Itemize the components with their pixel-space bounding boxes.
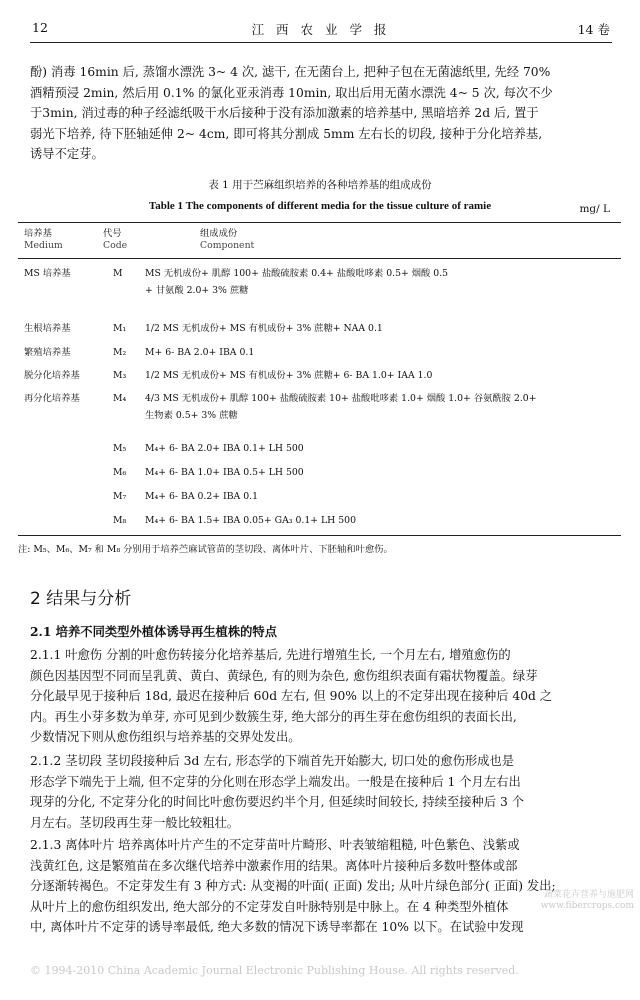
cell-code: M₃: [113, 370, 127, 381]
table-header-component: 组成成份 Component: [200, 228, 255, 251]
cell-code: M₈: [113, 515, 127, 526]
header-rule: [30, 42, 612, 43]
cell-medium: MS 培养基: [24, 268, 71, 279]
copyright-footer: © 1994-2010 China Academic Journal Electronic Publishing House. All rights reserved.: [30, 964, 519, 977]
table-top-rule: [18, 222, 621, 223]
cell-code: M₁: [113, 323, 127, 334]
paragraph-2-1-1: [30, 645, 612, 748]
cell-component: M₄+ 6- BA 0.2+ IBA 0.1: [145, 491, 258, 502]
text-line: 酚) 消毒 16min 后, 蒸馏水漂洗 3~ 4 次, 滤干, 在无菌台上, 把种子包在无菌滤纸里, 先经 70%: [30, 65, 551, 79]
text-line: 形态学下端先于上端, 但不定芽的分化则在形态学上端发出。一般是在接种后 1 个月左右出: [30, 774, 521, 789]
text-line: 酒精预浸 2min, 然后用 0.1% 的氯化亚汞消毒 10min, 取出后用无菌水漂洗 4~ 5 次, 每次不少: [30, 85, 553, 100]
subsection-title: 2.1 培养不同类型外植体诱导再生植株的特点: [30, 624, 278, 639]
cell-code: M₂: [113, 347, 127, 358]
paragraph-2-1-3: [30, 835, 612, 938]
cell-component-cont: 生物素 0.5+ 3% 蔗糖: [145, 410, 238, 421]
text-line: 月左右。茎切段再生芽一般比较粗壮。: [30, 815, 240, 830]
text-line: 浅黄红色, 这是繁殖苗在多次继代培养中激素作用的结果。离体叶片接种后多数叶整体或部: [30, 858, 518, 873]
text-line: 诱导不定芽。: [30, 147, 104, 161]
text-line: 现芽的分化, 不定芽分化的时间比叶愈伤要迟约半个月, 但延续时间较长, 持续至接种后 3 个: [30, 795, 525, 809]
table-unit: mg/ L: [579, 203, 610, 215]
cell-component-cont: + 甘氨酸 2.0+ 3% 蔗糖: [145, 285, 249, 296]
paragraph-2-1-2: [30, 751, 612, 833]
cell-code: M: [113, 268, 123, 279]
cell-component: M₄+ 6- BA 1.5+ IBA 0.05+ GA₃ 0.1+ LH 500: [145, 515, 356, 526]
cell-medium: 生根培养基: [24, 323, 71, 334]
cell-code: M₆: [113, 467, 127, 478]
table-caption-cn: 表 1 用于苎麻组织培养的各种培养基的组成成份: [208, 179, 432, 191]
cell-code: M₄: [113, 393, 127, 404]
table-bottom-rule: [18, 535, 621, 536]
text-line: 从叶片上的愈伤组织发出, 绝大部分的不定芽发自叶脉特别是中脉上。在 4 种类型外植体: [30, 899, 509, 914]
cell-component: M₄+ 6- BA 2.0+ IBA 0.1+ LH 500: [145, 443, 304, 454]
table-header-code: 代号 Code: [103, 228, 128, 251]
cell-code: M₅: [113, 443, 127, 454]
text-line: 弱光下培养, 待下胚轴延伸 2~ 4cm, 即可将其分割成 5mm 左右长的切段, 接种于分化培养基,: [30, 126, 543, 141]
text-line: 2.1.2 茎切段 茎切段接种后 3d 左右, 形态学的下端首先开始膨大, 切口处的愈伤形成也是: [30, 754, 515, 768]
cell-component: MS 无机成份+ 肌醇 100+ 盐酸硫胺素 0.4+ 盐酸吡哆素 0.5+ 烟酸 0.5: [145, 268, 449, 279]
cell-medium: 繁殖培养基: [24, 347, 71, 358]
table-note: 注: M₅、M₆、M₇ 和 M₈ 分别用于培养苎麻试管苗的茎切段、离体叶片、下胚轴和叶愈伤。: [18, 544, 393, 555]
text-line: 颜色因基因型不同而呈乳黄、黄白、黄绿色, 有的则为杂色, 愈伤组织表面有霜状物覆盖。绿芽: [30, 668, 538, 683]
text-line: 分化最早见于接种后 18d, 最迟在接种后 60d 左右, 但 90% 以上的不定芽出现在接种后 40d 之: [30, 689, 553, 703]
section-title: 2 结果与分析: [30, 589, 132, 609]
cell-component: 1/2 MS 无机成份+ MS 有机成份+ 3% 蔗糖+ NAA 0.1: [145, 323, 383, 334]
cell-component: M₄+ 6- BA 1.0+ IBA 0.5+ LH 500: [145, 467, 304, 478]
cell-component: 1/2 MS 无机成份+ MS 有机成份+ 3% 蔗糖+ 6- BA 1.0+ IAA 1.0: [145, 370, 433, 381]
journal-title: 江 西 农 业 学 报: [251, 22, 391, 37]
watermark: 蔬菜花卉营养与施肥网 www.fibercrops.com: [540, 890, 634, 911]
text-line: 分逐渐转褐色。不定芽发生有 3 种方式: 从变褐的叶面( 正面) 发出; 从叶片绿色部分( 正面) 发出;: [30, 879, 556, 893]
running-header: [30, 18, 612, 40]
cell-medium: 脱分化培养基: [24, 370, 80, 381]
cell-component: 4/3 MS 无机成份+ 肌醇 100+ 盐酸硫胺素 10+ 盐酸吡哆素 1.0+ 烟酸 1.0+ 谷氨酰胺 2.0+: [145, 393, 537, 404]
table-header-medium: 培养基 Medium: [24, 228, 63, 251]
table-header-rule: [18, 258, 621, 259]
text-line: 于3min, 消过毒的种子经滤纸吸干水后接种于没有添加激素的培养基中, 黑暗培养 2d 后, 置于: [30, 106, 539, 120]
cell-component: M+ 6- BA 2.0+ IBA 0.1: [145, 347, 255, 358]
cell-medium: 再分化培养基: [24, 393, 80, 404]
text-line: 2.1.1 叶愈伤 分割的叶愈伤转接分化培养基后, 先进行增殖生长, 一个月左右, 增殖愈伤的: [30, 648, 511, 662]
text-line: 中, 离体叶片不定芽的诱导率最低, 绝大多数的情况下诱导率都在 10% 以下。在试验中发现: [30, 920, 524, 934]
intro-paragraph: [30, 62, 612, 165]
text-line: 少数情况下则从愈伤组织与培养基的交界处发出。: [30, 730, 301, 744]
table-caption-en: Table 1 The components of different media for the tissue culture of ramie: [148, 200, 492, 212]
volume-label: 14 卷: [577, 22, 610, 37]
text-line: 内。再生小芽多数为单芽, 亦可见到少数簇生芽, 绝大部分的再生芽在愈伤组织的表面长出,: [30, 709, 517, 724]
cell-code: M₇: [113, 491, 127, 502]
page-number: 12: [32, 20, 48, 35]
text-line: 2.1.3 离体叶片 培养离体叶片产生的不定芽苗叶片畸形、叶表皱缩粗糙, 叶色紫色、浅紫或: [30, 838, 520, 852]
